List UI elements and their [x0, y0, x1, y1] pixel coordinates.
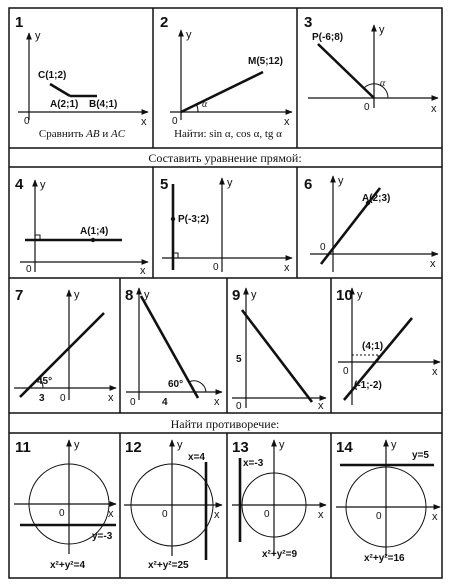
- y-label: y: [40, 179, 46, 191]
- origin-label: 0: [376, 511, 382, 522]
- line-label: x=-3: [243, 458, 264, 469]
- problem-number: 3: [304, 14, 313, 31]
- origin-label: 0: [236, 401, 242, 412]
- problem-12: [124, 439, 222, 571]
- y-label: y: [74, 289, 80, 301]
- problem-number: 7: [15, 287, 24, 304]
- problem-9: [232, 287, 326, 412]
- problem-10: [336, 287, 440, 405]
- problem-number: 8: [125, 287, 134, 304]
- x-label: x: [108, 392, 114, 404]
- problem-6: [304, 175, 438, 272]
- origin-label: 0: [130, 397, 136, 408]
- y-label: y: [227, 177, 233, 189]
- problem-number: 1: [15, 14, 24, 31]
- origin-label: 0: [24, 116, 30, 127]
- banner-make-equation: Составить уравнение прямой:: [148, 151, 302, 165]
- problem-14: [336, 439, 440, 564]
- x-label: x: [214, 509, 220, 521]
- circle-equation: x²+y²=16: [364, 553, 405, 564]
- origin-label: 0: [60, 393, 66, 404]
- problem-number: 11: [15, 439, 31, 456]
- problem-number: 9: [232, 287, 241, 304]
- problem-number: 6: [304, 176, 313, 193]
- y-label: y: [379, 24, 385, 36]
- point-a-label: A(1;4): [80, 226, 109, 237]
- x-label: x: [108, 508, 114, 520]
- ray-op: [318, 44, 374, 98]
- origin-label: 0: [364, 102, 370, 113]
- problem-number: 12: [125, 439, 142, 456]
- angle-arc: [197, 105, 199, 113]
- line-label: y=5: [412, 450, 429, 461]
- x-label: x: [430, 258, 436, 270]
- circle-equation: x²+y²=4: [50, 560, 86, 571]
- x-label: x: [284, 262, 290, 274]
- point-p: [171, 217, 175, 221]
- origin-label: 0: [59, 508, 65, 519]
- ray-om: [181, 72, 263, 112]
- point-c-label: C(1;2): [38, 70, 67, 81]
- line-label: y=-3: [92, 531, 113, 542]
- y-label: y: [357, 289, 363, 301]
- x-tick-label: 3: [39, 393, 45, 404]
- y-label: y: [391, 439, 397, 451]
- y-label: y: [35, 30, 41, 42]
- task-text: Найти: sin α, cos α, tg α: [174, 128, 282, 140]
- point-1-label: (4;1): [362, 341, 384, 352]
- problem-number: 10: [336, 287, 353, 304]
- problem-7: [14, 287, 116, 404]
- problem-number: 14: [336, 439, 353, 456]
- x-label: x: [432, 511, 438, 523]
- banner-find-contradiction: Найти противоречие:: [170, 417, 280, 431]
- problem-11: [14, 439, 116, 571]
- origin-label: 0: [213, 262, 219, 273]
- y-label: y: [144, 289, 150, 301]
- x-label: x: [318, 509, 324, 521]
- x-label: x: [432, 366, 438, 378]
- x-label: x: [140, 265, 146, 277]
- problem-number: 5: [160, 176, 169, 193]
- x-label: x: [284, 116, 290, 128]
- point-a-label: A(2;1): [50, 99, 79, 110]
- x-label: x: [431, 103, 437, 115]
- point-b-label: B(4;1): [89, 99, 118, 110]
- x-tick-label: 4: [162, 397, 168, 408]
- problem-number: 2: [160, 14, 169, 31]
- problem-5: [160, 176, 292, 274]
- point-a-label: A(2;3): [362, 193, 391, 204]
- line-label: x=4: [188, 452, 205, 463]
- origin-label: 0: [320, 242, 326, 253]
- circle-equation: x²+y²=25: [148, 560, 189, 571]
- y-label: y: [279, 439, 285, 451]
- origin-label: 0: [343, 366, 349, 377]
- point-p-label: P(-6;8): [312, 32, 344, 43]
- y-label: y: [74, 439, 80, 451]
- origin-label: 0: [26, 264, 32, 275]
- problem-4: [15, 176, 148, 277]
- y-label: y: [251, 289, 257, 301]
- problem-2: [160, 14, 292, 140]
- y-label: y: [186, 29, 192, 41]
- point-a: [91, 238, 95, 242]
- origin-label: 0: [162, 509, 168, 520]
- circle-equation: x²+y²=9: [262, 549, 298, 560]
- task-text: Сравнить AB и AC: [38, 128, 126, 140]
- origin-label: 0: [172, 116, 178, 127]
- y-label: y: [177, 439, 183, 451]
- point-m-label: M(5;12): [248, 56, 284, 67]
- problem-number: 13: [232, 439, 249, 456]
- y-tick-label: 5: [236, 354, 242, 365]
- origin-label: 0: [264, 509, 270, 520]
- x-label: x: [214, 396, 220, 408]
- problem-1: [15, 14, 148, 140]
- problem-8: [125, 287, 222, 408]
- problem-3: [304, 14, 438, 115]
- x-label: x: [141, 116, 147, 128]
- problem-number: 4: [15, 176, 24, 193]
- angle-label: 60°: [168, 379, 184, 390]
- point-2-label: (-1;-2): [354, 380, 382, 391]
- problem-13: [232, 439, 326, 560]
- line-45deg: [20, 313, 104, 397]
- angle-label: α: [380, 78, 386, 89]
- x-label: x: [318, 400, 324, 412]
- angle-label: 45°: [37, 376, 53, 387]
- line-through-5: [242, 310, 312, 402]
- segment-ca: [50, 84, 70, 96]
- angle-label: α: [202, 99, 208, 110]
- point-p-label: P(-3;2): [178, 214, 210, 225]
- y-label: y: [338, 175, 344, 187]
